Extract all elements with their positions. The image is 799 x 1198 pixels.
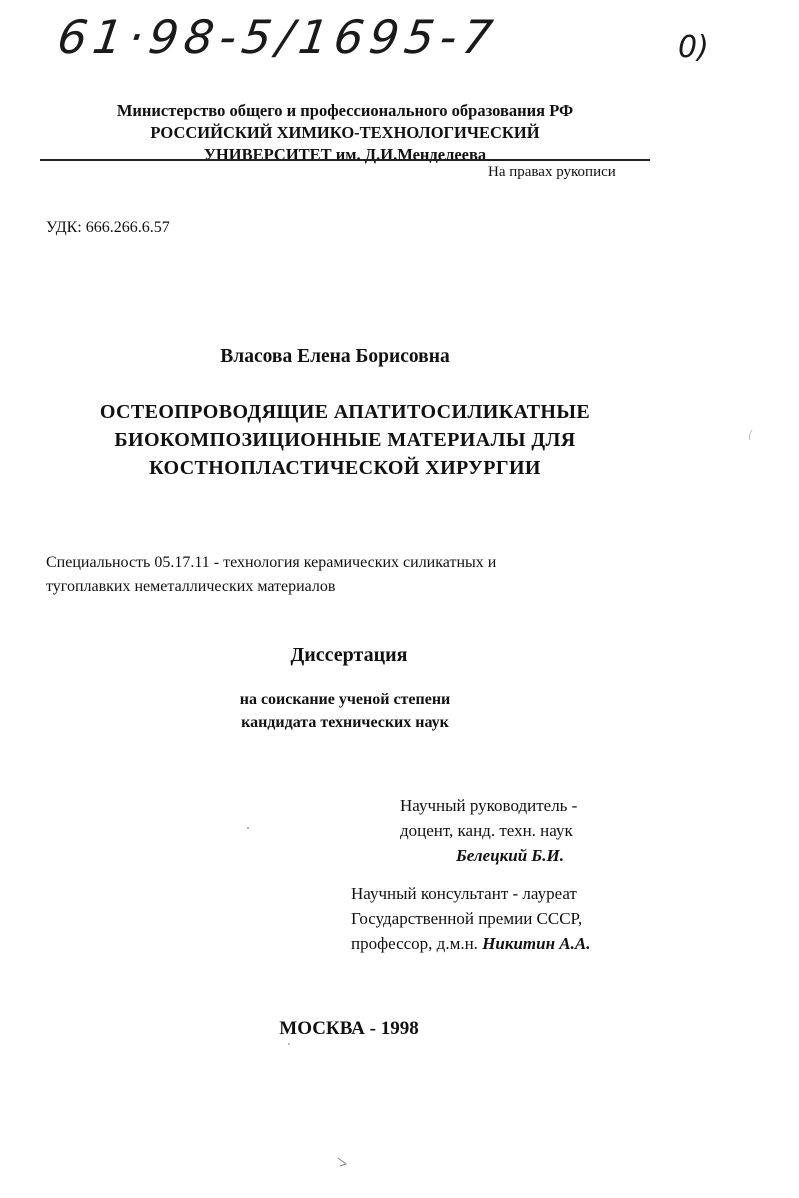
title-line-2: БИОКОМПОЗИЦИОННЫЕ МАТЕРИАЛЫ ДЛЯ xyxy=(114,429,576,451)
rights-notice: На правах рукописи xyxy=(488,164,616,180)
ministry-line: Министерство общего и профессионального образования РФ xyxy=(116,101,574,120)
university-line-1: РОССИЙСКИЙ ХИМИКО-ТЕХНОЛОГИЧЕСКИЙ xyxy=(150,123,540,142)
supervisor-line-1: Научный руководитель - xyxy=(400,796,578,815)
document-type: Диссертация xyxy=(290,644,408,666)
university-line-2: УНИВЕРСИТЕТ им. Д.И.Менделеева xyxy=(203,145,487,164)
author-name: Власова Елена Борисовна xyxy=(220,346,450,367)
title-line-3: КОСТНОПЛАСТИЧЕСКОЙ ХИРУРГИИ xyxy=(149,457,541,479)
specialty-line-1: Специальность 05.17.11 - технология керамических силикатных и xyxy=(46,554,497,571)
degree-line-1: на соискание ученой степени xyxy=(239,691,451,708)
consultant-line-1: Научный консультант - лауреат xyxy=(351,884,577,903)
supervisor-name: Белецкий Б.И. xyxy=(456,846,564,865)
consultant-name: Никитин А.А. xyxy=(482,934,591,953)
udk-code: УДК: 666.266.6.57 xyxy=(46,219,170,236)
handwritten-margin-mark: 0) xyxy=(678,30,709,65)
city-year: МОСКВА - 1998 xyxy=(279,1018,419,1039)
specialty-line-2: тугоплавких неметаллических материалов xyxy=(46,578,336,595)
consultant-line-2: Государственной премии СССР, xyxy=(351,909,583,928)
title-line-1: ОСТЕОПРОВОДЯЩИЕ АПАТИТОСИЛИКАТНЫЕ xyxy=(99,401,591,423)
consultant-title: профессор, д.м.н. xyxy=(351,934,478,953)
degree-line-2: кандидата технических наук xyxy=(241,714,449,731)
supervisor-line-2: доцент, канд. техн. наук xyxy=(400,821,573,840)
handwritten-archive-number: 61·98-5/1695-7 xyxy=(54,10,502,64)
